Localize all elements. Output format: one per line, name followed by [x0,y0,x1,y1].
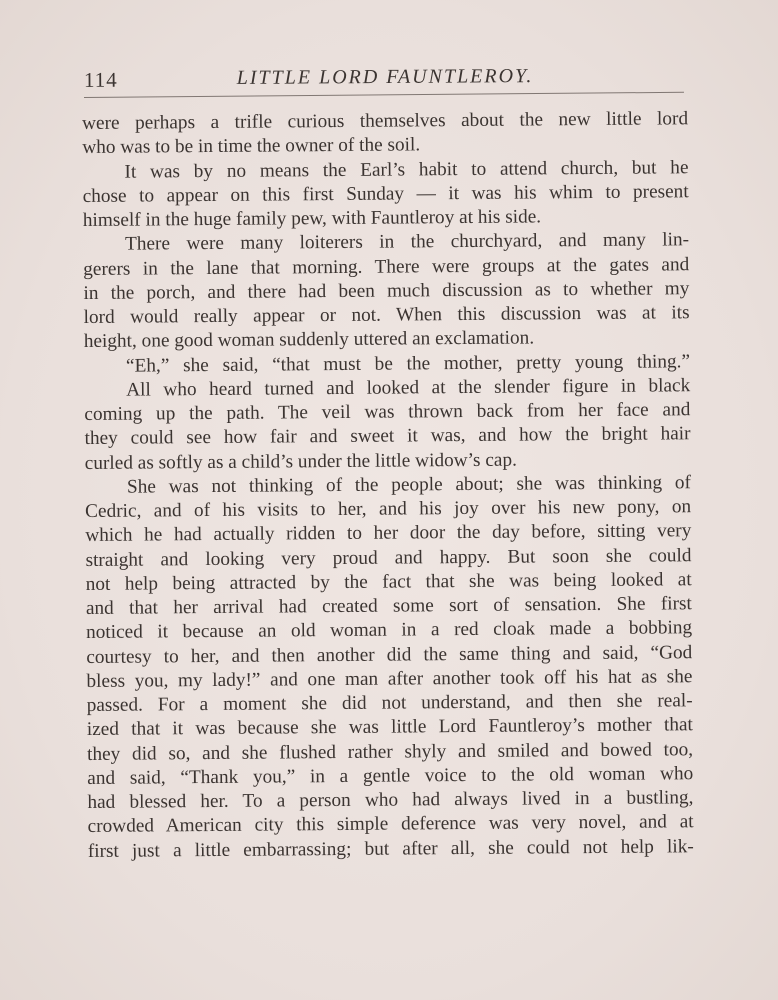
text-line: It was by no means the Earl’s habit to attend church, but he [124,156,689,183]
text-line: himself in the huge family pew, with Fauntleroy at his side. [82,206,542,231]
text-line: curled as softly as a child’s under the little widow’s cap. [84,449,517,474]
text-line: and said, “Thank you,” in a gentle voice to the old woman who [87,762,694,789]
page-header [82,60,688,94]
text-line: coming up the path. The veil was thrown back from her face and [84,399,691,425]
text-line: lord would really appear or not. When this discussion was at its [83,302,690,328]
running-title: LITTLE LORD FAUNTLEROY. [236,65,534,89]
text-line: “Eh,” she said, “that must be the mother, pretty young thing.” [125,350,691,377]
page-number: 114 [83,67,118,92]
text-line: She was not thinking of the people about; she was thinking of [126,471,692,498]
text-line: courtesy to her, and then another did the same thing and said, “God [86,641,693,668]
text-line: There were many loiterers in the churchyard, and many lin- [124,229,690,255]
text-line: crowded American city this simple deference was very novel, and at [87,811,694,838]
text-line: Cedric, and of his visits to her, and his joy over his new pony, on [85,496,692,522]
text-line: passed. For a moment she did not understand, and then she real- [86,690,693,716]
text-line: first just a little embarrassing; but after all, she could not help lik- [87,835,694,862]
text-line: chose to appear on this first Sunday — it was his whim to present [82,180,689,207]
text-line: bless you, my lady!” and one man after another took off his hat as she [86,665,693,692]
text-line: they did so, and she flushed rather shyly and smiled and bowed too, [86,738,694,765]
text-line: who was to be in time the owner of the soil. [82,134,421,159]
text-line: and that her arrival had created some sort of sensation. She first [85,593,692,619]
text-line: height, one good woman suddenly uttered an exclamation. [83,327,535,353]
text-line: gerers in the lane that morning. There were groups at the gates and [83,253,690,280]
text-line: had blessed her. To a person who had always lived in a bustling, [87,787,694,813]
body-text [82,107,694,863]
text-line: which he had actually ridden to her door the day before, sitting very [85,520,692,547]
text-line: noticed it because an old woman in a red cloak made a bobbing [86,617,693,644]
text-line: were perhaps a trifle curious themselves about the new little lord [82,108,689,134]
text-line: in the porch, and there had been much discussion as to whether my [83,277,690,304]
text-line: straight and looking very proud and happy. But soon she could [85,544,692,571]
text-line: All who heard turned and looked at the slender figure in black [126,374,691,401]
text-line: they could see how fair and sweet it was, and how the bright hair [84,423,691,450]
text-line: ized that it was because she was little Lord Fauntleroy’s mother that [86,714,693,741]
text-line: not help being attracted by the fact that she was being looked at [85,568,692,595]
